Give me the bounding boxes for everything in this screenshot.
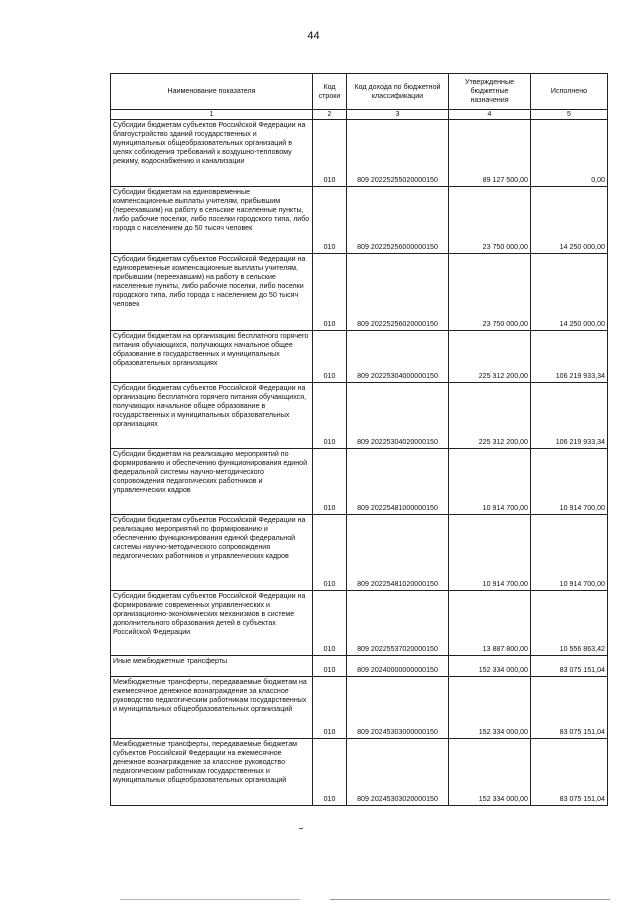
row-line-code: 010 (313, 656, 347, 677)
row-income-code: 809 20225481000000150 (347, 449, 449, 515)
table-row (111, 187, 608, 254)
column-number: 4 (449, 110, 531, 120)
row-name: Иные межбюджетные трансферты (111, 656, 313, 677)
row-executed: 0,00 (531, 120, 608, 187)
row-line-code: 010 (313, 120, 347, 187)
row-income-code: 809 20225304000000150 (347, 331, 449, 383)
row-income-code: 809 20225255020000150 (347, 120, 449, 187)
scan-artifact-mark (299, 828, 303, 829)
row-approved: 152 334 000,00 (449, 677, 531, 739)
row-income-code: 809 20225537020000150 (347, 591, 449, 656)
row-approved: 152 334 000,00 (449, 656, 531, 677)
scan-artifact-line (120, 899, 300, 900)
row-name: Межбюджетные трансферты, передаваемые бюджетам на ежемесячное денежное вознаграждение за классное руководство педагогическим работникам государственных и муниципальных общеобразовательных организаций (111, 677, 313, 739)
header-executed: Исполнено (531, 74, 608, 110)
row-name: Субсидии бюджетам субъектов Российской Федерации на благоустройство зданий государственных и муниципальных общеобразовательных организаций в целях соблюдения требований к воздушно-тепловому режиму, водоснабжению и канализации (111, 120, 313, 187)
row-approved: 152 334 000,00 (449, 739, 531, 806)
column-number-row (111, 110, 608, 120)
column-number: 1 (111, 110, 313, 120)
row-line-code: 010 (313, 187, 347, 254)
column-number: 3 (347, 110, 449, 120)
row-income-code: 809 20225256020000150 (347, 254, 449, 331)
row-name: Субсидии бюджетам субъектов Российской Федерации на единовременные компенсационные выплаты учителям, прибывшим (переехавшим) на работу в сельские населенные пункты, либо рабочие поселки, либо поселки городского типа, либо города с населением до 50 тысяч человек (111, 254, 313, 331)
row-approved: 89 127 500,00 (449, 120, 531, 187)
budget-execution-table (110, 73, 608, 806)
scan-artifact-line (330, 899, 610, 900)
header-line-code: Код строки (313, 74, 347, 110)
table-row (111, 254, 608, 331)
table-row (111, 383, 608, 449)
table-row (111, 739, 608, 806)
row-name: Субсидии бюджетам субъектов Российской Федерации на организацию бесплатного горячего питания обучающихся, получающих начальное общее образование в государственных и муниципальных образовательных организациях (111, 383, 313, 449)
header-approved: Утвержденные бюджетные назначения (449, 74, 531, 110)
row-executed: 14 250 000,00 (531, 187, 608, 254)
column-number: 2 (313, 110, 347, 120)
table-row (111, 449, 608, 515)
row-approved: 10 914 700,00 (449, 449, 531, 515)
row-income-code: 809 20225304020000150 (347, 383, 449, 449)
row-line-code: 010 (313, 591, 347, 656)
row-approved: 13 887 800,00 (449, 591, 531, 656)
header-name: Наименование показателя (111, 74, 313, 110)
row-executed: 10 914 700,00 (531, 515, 608, 591)
row-name: Межбюджетные трансферты, передаваемые бюджетам субъектов Российской Федерации на ежемесячное денежное вознаграждение за классное руководство педагогическим работникам государственных и муниципальных общеобразовательных организаций (111, 739, 313, 806)
row-executed: 106 219 933,34 (531, 383, 608, 449)
table-row (111, 656, 608, 677)
row-line-code: 010 (313, 677, 347, 739)
row-income-code: 809 20240000000000150 (347, 656, 449, 677)
row-approved: 225 312 200,00 (449, 331, 531, 383)
row-executed: 106 219 933,34 (531, 331, 608, 383)
row-income-code: 809 20225256000000150 (347, 187, 449, 254)
row-name: Субсидии бюджетам на организацию бесплатного горячего питания обучающихся, получающих начальное общее образование в государственных и муниципальных образовательных организациях (111, 331, 313, 383)
row-name: Субсидии бюджетам субъектов Российской Федерации на реализацию мероприятий по формированию и обеспечению функционирования единой федеральной системы научно-методического сопровождения педагогических работников и управленческих кадров (111, 515, 313, 591)
row-approved: 10 914 700,00 (449, 515, 531, 591)
table-row (111, 120, 608, 187)
table-row (111, 677, 608, 739)
row-line-code: 010 (313, 254, 347, 331)
row-approved: 23 750 000,00 (449, 254, 531, 331)
row-name: Субсидии бюджетам субъектов Российской Федерации на формирование современных управленческих и организационно-экономических механизмов в системе дополнительного образования детей в субъектах Российской Федерации (111, 591, 313, 656)
header-income-code: Код дохода по бюджетной классификации (347, 74, 449, 110)
row-line-code: 010 (313, 515, 347, 591)
row-executed: 10 914 700,00 (531, 449, 608, 515)
row-name: Субсидии бюджетам на единовременные компенсационные выплаты учителям, прибывшим (переехавшим) на работу в сельские населенные пункты, либо рабочие поселки, либо поселки городского типа, либо города с населением до 50 тысяч человек (111, 187, 313, 254)
row-approved: 23 750 000,00 (449, 187, 531, 254)
row-income-code: 809 20245303020000150 (347, 739, 449, 806)
row-line-code: 010 (313, 383, 347, 449)
row-executed: 83 075 151,04 (531, 677, 608, 739)
row-line-code: 010 (313, 331, 347, 383)
row-executed: 83 075 151,04 (531, 656, 608, 677)
row-income-code: 809 20225481020000150 (347, 515, 449, 591)
table-row (111, 591, 608, 656)
row-line-code: 010 (313, 739, 347, 806)
row-name: Субсидии бюджетам на реализацию мероприятий по формированию и обеспечению функционирования единой федеральной системы научно-методического сопровождения педагогических работников и управленческих кадров (111, 449, 313, 515)
row-executed: 14 250 000,00 (531, 254, 608, 331)
row-executed: 10 556 863,42 (531, 591, 608, 656)
row-approved: 225 312 200,00 (449, 383, 531, 449)
row-executed: 83 075 151,04 (531, 739, 608, 806)
table-row (111, 331, 608, 383)
row-line-code: 010 (313, 449, 347, 515)
row-income-code: 809 20245303000000150 (347, 677, 449, 739)
table-header-row (111, 74, 608, 110)
table-row (111, 515, 608, 591)
column-number: 5 (531, 110, 608, 120)
page-number: 44 (307, 30, 320, 42)
